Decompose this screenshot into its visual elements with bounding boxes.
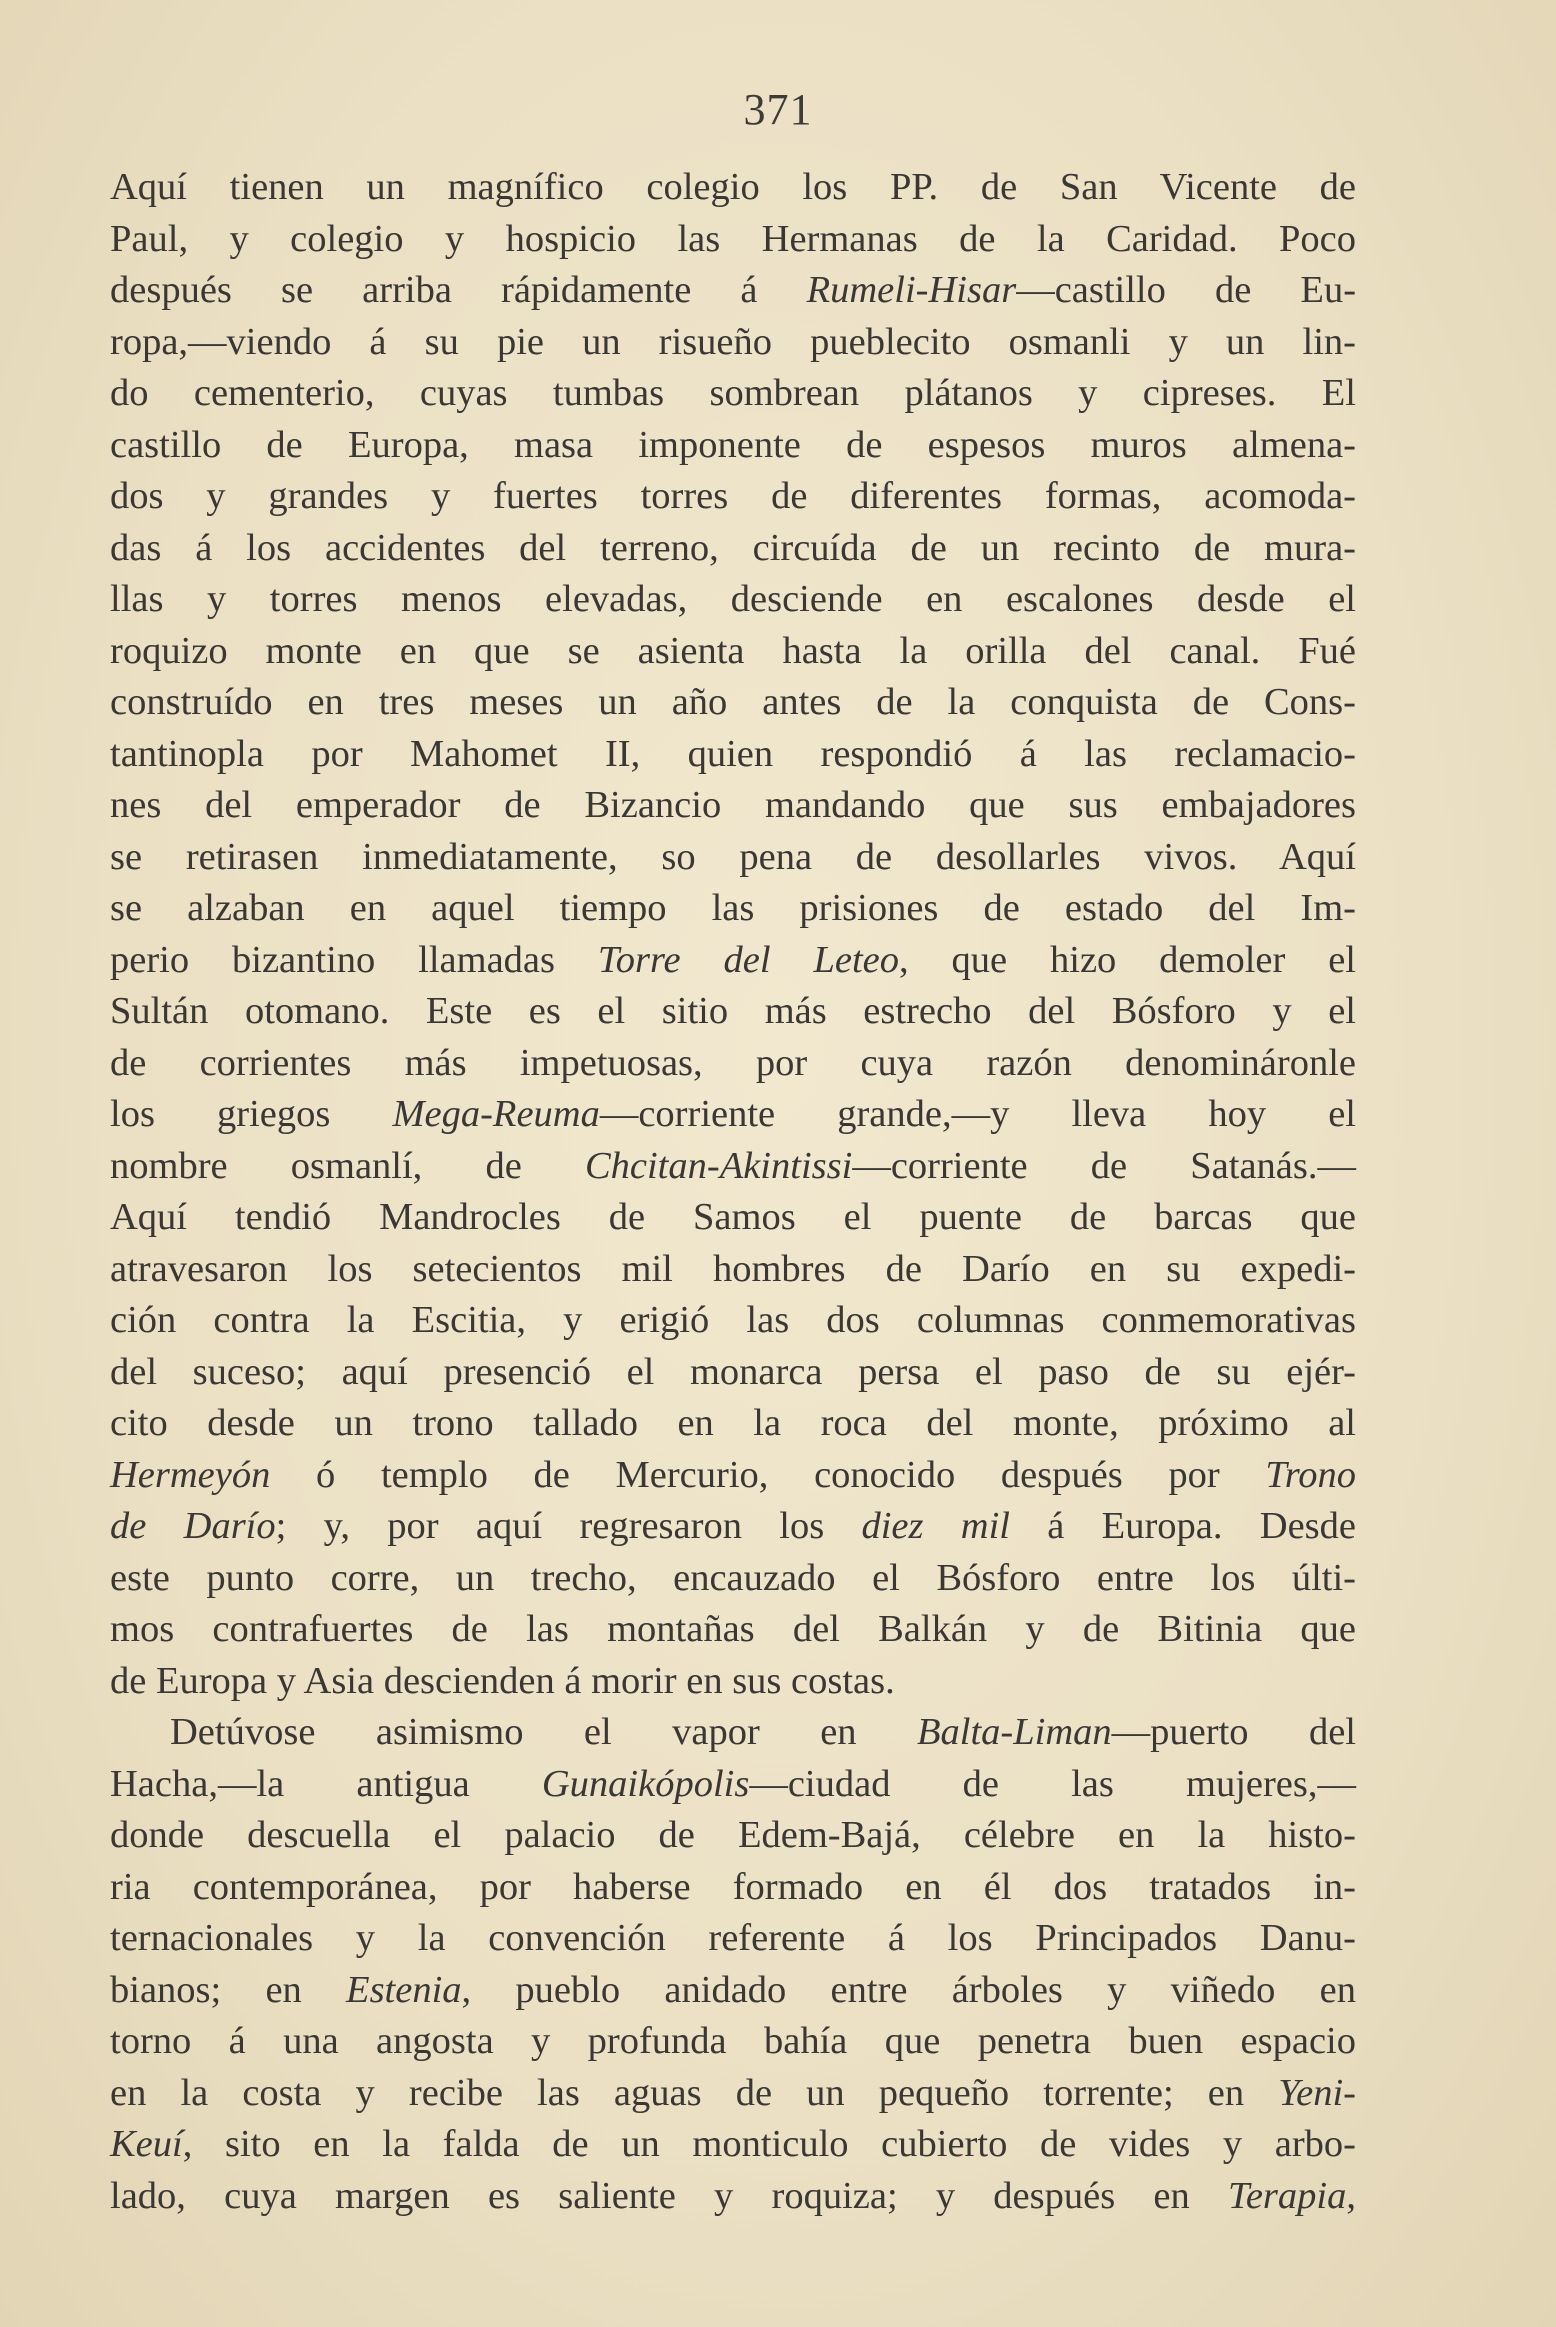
text-line — [110, 1965, 1356, 2017]
text-segment: nes del emperador de Bizancio mandando que sus embajadores — [110, 784, 1356, 826]
text-line — [110, 1501, 1356, 1553]
text-line — [110, 1038, 1356, 1090]
text-line — [110, 2016, 1356, 2068]
text-line — [110, 1244, 1356, 1296]
italic-text: Rumeli-Hisar — [806, 269, 1017, 311]
text-line — [110, 780, 1356, 832]
text-line — [110, 729, 1356, 781]
text-line — [110, 1553, 1356, 1605]
text-segment: después se arriba rápidamente á — [110, 269, 807, 311]
text-segment: de corrientes más impetuosas, por cuya razón denomináronle — [110, 1041, 1356, 1084]
text-segment: mos contrafuertes de las montañas del Balkán y de Bitinia que — [110, 1608, 1356, 1650]
text-line — [110, 1810, 1356, 1862]
text-segment: das á los accidentes del terreno, circuída de un recinto de mura- — [110, 526, 1356, 569]
text-line — [110, 1450, 1356, 1502]
text-segment: ; y, por aquí regresaron los — [275, 1505, 862, 1547]
italic-text: Balta-Liman — [917, 1711, 1112, 1753]
text-line — [110, 626, 1356, 678]
text-segment: Aquí tienen un magnífico colegio los PP. de San Vicente de — [110, 166, 1356, 208]
text-segment: roquizo monte en que se asienta hasta la orilla del canal. Fué — [110, 629, 1356, 672]
italic-text: Terapia — [1227, 2174, 1347, 2217]
text-segment: tantinopla por Mahomet II, quien respondió á las reclamacio- — [110, 732, 1356, 775]
text-segment: —ciudad de las mujeres,— — [749, 1762, 1357, 1805]
text-line — [110, 832, 1356, 884]
text-segment: se alzaban en aquel tiempo las prisiones de estado del Im- — [110, 887, 1356, 929]
text-segment: , pueblo anidado entre árboles y viñedo en — [461, 1968, 1356, 2011]
italic-text: Keuí — [110, 2123, 183, 2165]
italic-text: diez mil — [861, 1505, 1010, 1547]
italic-text: Chcitan-Akintissi — [584, 1144, 853, 1187]
text-line — [110, 2119, 1356, 2171]
text-segment: Sultán otomano. Este es el sitio más estrecho del Bósforo y el — [110, 990, 1356, 1032]
text-line — [110, 523, 1356, 575]
text-segment: Detúvose asimismo el vapor en — [170, 1711, 918, 1753]
text-line — [110, 265, 1356, 317]
text-segment: —puerto del — [1111, 1711, 1357, 1753]
italic-text: Yeni- — [1278, 2071, 1356, 2114]
text-segment: do cementerio, cuyas tumbas sombrean plátanos y cipreses. El — [110, 372, 1356, 414]
text-line — [110, 574, 1356, 626]
text-segment: atravesaron los setecientos mil hombres de Darío en su expedi- — [110, 1247, 1356, 1290]
text-line — [110, 1707, 1356, 1759]
body-text — [110, 162, 1356, 2222]
text-segment: llas y torres menos elevadas, desciende en escalones desde el — [110, 578, 1356, 620]
text-segment: , que hizo demoler el — [899, 938, 1356, 981]
text-segment: castillo de Europa, masa imponente de espesos muros almena- — [110, 423, 1356, 466]
text-line — [110, 1141, 1356, 1193]
text-line — [110, 883, 1356, 935]
italic-text: Gunaikópolis — [541, 1762, 750, 1805]
text-line — [110, 1089, 1356, 1141]
text-line — [110, 1347, 1356, 1399]
text-line — [110, 2068, 1356, 2120]
italic-text: Hermeyón — [110, 1453, 271, 1496]
text-segment: á Europa. Desde — [1010, 1505, 1356, 1547]
text-line — [110, 471, 1356, 523]
text-line — [110, 214, 1356, 266]
italic-text: de Darío — [110, 1505, 276, 1547]
text-line — [110, 368, 1356, 420]
text-segment: ternacionales y la convención referente á los Principados Danu- — [110, 1917, 1356, 1959]
text-line — [110, 986, 1356, 1038]
text-line — [110, 317, 1356, 369]
text-line — [110, 1862, 1356, 1914]
page-number: 371 — [743, 85, 813, 134]
text-segment: , sito en la falda de un monticulo cubierto de vides y arbo- — [182, 2123, 1356, 2165]
text-segment: de Europa y Asia descienden á morir en sus costas. — [110, 1659, 895, 1702]
text-line — [110, 2171, 1356, 2223]
text-line — [110, 935, 1356, 987]
text-line — [110, 420, 1356, 472]
text-segment: —corriente de Satanás.— — [852, 1144, 1356, 1187]
text-line — [110, 677, 1356, 729]
italic-text: Mega-Reuma — [392, 1093, 600, 1135]
italic-text: Estenia — [346, 1968, 462, 2011]
text-segment: construído en tres meses un año antes de la conquista de Cons- — [110, 681, 1356, 723]
text-segment: bianos; en — [110, 1968, 347, 2011]
text-line — [110, 1759, 1356, 1811]
text-segment: dos y grandes y fuertes torres de diferentes formas, acomoda- — [110, 475, 1356, 517]
text-segment: —castillo de Eu- — [1016, 269, 1357, 311]
text-segment: Hacha,—la antigua — [110, 1762, 542, 1805]
text-segment: este punto corre, un trecho, encauzado el Bósforo entre los últi- — [110, 1556, 1356, 1599]
text-segment: en la costa y recibe las aguas de un pequeño torrente; en — [110, 2071, 1279, 2114]
text-line — [110, 1913, 1356, 1965]
text-segment: ropa,—viendo á su pie un risueño pueblecito osmanli y un lin- — [110, 320, 1356, 363]
text-segment: torno á una angosta y profunda bahía que penetra buen espacio — [110, 2020, 1356, 2062]
text-segment: lado, cuya margen es saliente y roquiza; y después en — [110, 2174, 1228, 2217]
text-line — [110, 1192, 1356, 1244]
text-segment: ción contra la Escitia, y erigió las dos columnas conmemorativas — [110, 1299, 1356, 1341]
text-segment: perio bizantino llamadas — [110, 938, 598, 981]
text-segment: los griegos — [110, 1093, 393, 1135]
text-segment: del suceso; aquí presenció el monarca persa el paso de su ejér- — [110, 1350, 1356, 1393]
text-segment: nombre osmanlí, de — [110, 1144, 585, 1187]
text-segment: cito desde un trono tallado en la roca del monte, próximo al — [110, 1402, 1356, 1444]
text-segment: —corriente grande,—y lleva hoy el — [599, 1093, 1356, 1135]
text-segment: Aquí tendió Mandrocles de Samos el puente de barcas que — [110, 1196, 1356, 1238]
text-segment: donde descuella el palacio de Edem-Bajá, célebre en la histo- — [110, 1814, 1356, 1856]
text-line — [110, 1295, 1356, 1347]
italic-text: Torre del Leteo — [597, 938, 899, 981]
text-segment: , — [1346, 2174, 1356, 2217]
text-segment: ria contemporánea, por haberse formado en él dos tratados in- — [110, 1865, 1356, 1908]
text-line — [110, 1398, 1356, 1450]
text-segment: Paul, y colegio y hospicio las Hermanas de la Caridad. Poco — [110, 217, 1356, 260]
text-segment: ó templo de Mercurio, conocido después por — [270, 1453, 1266, 1496]
italic-text: Trono — [1265, 1453, 1356, 1496]
text-line — [110, 1604, 1356, 1656]
text-line — [110, 1656, 1356, 1708]
text-line — [110, 162, 1356, 214]
text-segment: se retirasen inmediatamente, so pena de desollarles vivos. Aquí — [110, 835, 1356, 878]
